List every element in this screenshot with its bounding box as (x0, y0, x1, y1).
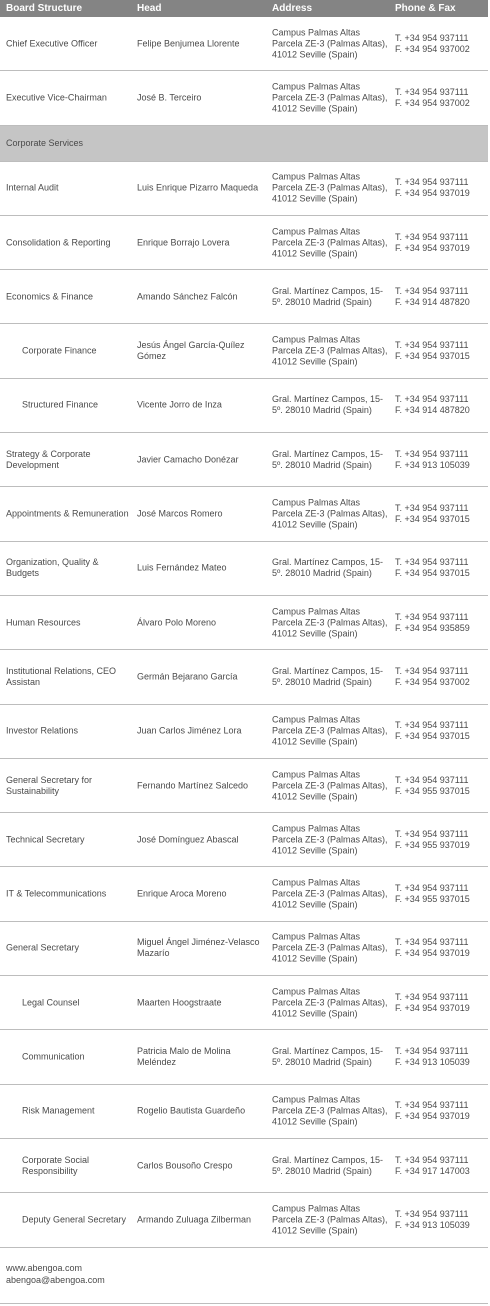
head-name: Rogelio Bautista Guardeño (137, 1105, 246, 1116)
address-text: Campus Palmas Altas Parcela ZE-3 (Palmas Altas), 41012 Seville (Spain) (272, 714, 388, 747)
phone-number: T. +34 954 937111 (395, 86, 469, 97)
phone-fax (395, 33, 487, 55)
head-name: Fernando Martínez Salcedo (137, 780, 249, 790)
address-text: Gral. Martínez Campos, 15-5º. 28010 Madrid (Spain) (272, 665, 384, 687)
address-text: Campus Palmas Altas Parcela ZE-3 (Palmas Altas), 41012 Seville (Spain) (272, 877, 388, 910)
phone-number: T. +34 954 937111 (395, 177, 469, 188)
footer-divider (0, 1303, 488, 1304)
department-name: Economics & Finance (6, 291, 94, 302)
department-name: Structured Finance (22, 399, 99, 410)
phone-fax (395, 829, 487, 851)
table-row (0, 433, 488, 487)
address-text: Campus Palmas Altas Parcela ZE-3 (Palmas Altas), 41012 Seville (Spain) (272, 226, 388, 259)
fax-number: F. +34 954 935859 (395, 622, 470, 633)
department-name: General Secretary for Sustainability (6, 774, 93, 796)
phone-fax (395, 340, 487, 362)
phone-fax (395, 720, 487, 742)
department-name: Institutional Relations, CEO Assistan (6, 665, 117, 687)
address-text: Gral. Martínez Campos, 15-5º. 28010 Madrid (Spain) (272, 557, 384, 579)
address-text: Campus Palmas Altas Parcela ZE-3 (Palmas Altas), 41012 Seville (Spain) (272, 81, 388, 114)
table-row (0, 216, 488, 270)
phone-number: T. +34 954 937111 (395, 883, 469, 894)
phone-fax (395, 883, 487, 905)
department-name: Chief Executive Officer (6, 38, 98, 49)
department-name: Executive Vice-Chairman (6, 92, 107, 103)
department-name: Risk Management (22, 1105, 95, 1116)
fax-number: F. +34 954 937019 (395, 948, 470, 959)
fax-number: F. +34 955 937015 (395, 785, 470, 796)
phone-number: T. +34 954 937111 (395, 828, 469, 839)
department-name: Communication (22, 1051, 85, 1062)
phone-fax (395, 1100, 487, 1122)
table-row (0, 379, 488, 433)
phone-fax (395, 1155, 487, 1177)
department-name: Organization, Quality & Budgets (6, 557, 99, 579)
head-name: Maarten Hoogstraate (137, 997, 222, 1008)
phone-fax (395, 666, 487, 688)
head-name: Javier Camacho Donézar (137, 454, 239, 465)
fax-number: F. +34 954 937015 (395, 514, 470, 525)
phone-number: T. +34 954 937111 (395, 611, 469, 622)
phone-number: T. +34 954 937111 (395, 231, 469, 242)
directory-table (0, 17, 488, 1248)
phone-number: T. +34 954 937111 (395, 394, 469, 405)
department-name: IT & Telecommunications (6, 888, 107, 899)
phone-fax (395, 612, 487, 634)
table-row (0, 542, 488, 596)
phone-number: T. +34 954 937111 (395, 557, 469, 568)
table-row (0, 976, 488, 1030)
department-name: General Secretary (6, 942, 80, 953)
department-name: Corporate Social Responsibility (22, 1154, 90, 1176)
fax-number: F. +34 954 937002 (395, 676, 470, 687)
phone-fax (395, 937, 487, 959)
head-name: Enrique Aroca Moreno (137, 888, 227, 899)
table-row (0, 17, 488, 71)
address-text: Gral. Martínez Campos, 15-5º. 28010 Madrid (Spain) (272, 1045, 384, 1067)
address-text: Campus Palmas Altas Parcela ZE-3 (Palmas Altas), 41012 Seville (Spain) (272, 823, 388, 856)
header-phone-fax: Phone & Fax (395, 3, 456, 14)
phone-number: T. +34 954 937111 (395, 665, 469, 676)
phone-number: T. +34 954 937111 (395, 285, 469, 296)
fax-number: F. +34 914 487820 (395, 296, 470, 307)
department-name: Appointments & Remuneration (6, 508, 129, 519)
head-name: Vicente Jorro de Inza (137, 399, 222, 410)
head-name: Enrique Borrajo Lovera (137, 237, 230, 248)
address-text: Campus Palmas Altas Parcela ZE-3 (Palmas Altas), 41012 Seville (Spain) (272, 1094, 388, 1127)
department-name: Investor Relations (6, 725, 79, 736)
department-name: Technical Secretary (6, 834, 85, 845)
address-text: Gral. Martínez Campos, 15-5º. 28010 Madrid (Spain) (272, 1154, 384, 1176)
head-name: José Marcos Romero (137, 508, 223, 519)
header-head: Head (137, 3, 162, 14)
table-row (0, 813, 488, 867)
phone-number: T. +34 954 937111 (395, 1208, 469, 1219)
footer (6, 1262, 105, 1286)
table-row (0, 759, 488, 813)
table-header (0, 0, 488, 17)
table-row (0, 71, 488, 125)
phone-fax (395, 177, 487, 199)
address-text: Campus Palmas Altas Parcela ZE-3 (Palmas Altas), 41012 Seville (Spain) (272, 497, 388, 530)
phone-fax (395, 232, 487, 254)
fax-number: F. +34 954 937015 (395, 731, 470, 742)
address-text: Campus Palmas Altas Parcela ZE-3 (Palmas Altas), 41012 Seville (Spain) (272, 986, 388, 1019)
fax-number: F. +34 954 937019 (395, 188, 470, 199)
head-name: José B. Terceiro (137, 92, 202, 103)
fax-number: F. +34 913 105039 (395, 1219, 470, 1230)
head-name: Armando Zuluaga Zilberman (137, 1214, 252, 1225)
address-text: Gral. Martínez Campos, 15-5º. 28010 Madrid (Spain) (272, 285, 384, 307)
head-name: Germán Bejarano García (137, 671, 238, 682)
phone-number: T. +34 954 937111 (395, 1100, 469, 1111)
phone-fax (395, 992, 487, 1014)
head-name: Álvaro Polo Moreno (137, 617, 217, 628)
address-text: Campus Palmas Altas Parcela ZE-3 (Palmas Altas), 41012 Seville (Spain) (272, 931, 388, 964)
fax-number: F. +34 914 487820 (395, 405, 470, 416)
fax-number: F. +34 913 105039 (395, 1056, 470, 1067)
phone-fax (395, 503, 487, 525)
table-row (0, 922, 488, 976)
fax-number: F. +34 954 937002 (395, 97, 470, 108)
phone-number: T. +34 954 937111 (395, 503, 469, 514)
phone-fax (395, 557, 487, 579)
table-row (0, 487, 488, 541)
head-name: Felipe Benjumea Llorente (137, 38, 240, 49)
department-name: Human Resources (6, 617, 81, 628)
fax-number: F. +34 917 147003 (395, 1165, 470, 1176)
section-title: Corporate Services (6, 137, 84, 148)
table-row (0, 867, 488, 921)
section-header (0, 126, 488, 162)
phone-number: T. +34 954 937111 (395, 991, 469, 1002)
department-name: Legal Counsel (22, 997, 80, 1008)
address-text: Gral. Martínez Campos, 15-5º. 28010 Madrid (Spain) (272, 394, 384, 416)
phone-fax (395, 394, 487, 416)
fax-number: F. +34 913 105039 (395, 459, 470, 470)
phone-fax (395, 87, 487, 109)
phone-fax (395, 1046, 487, 1068)
table-row (0, 596, 488, 650)
address-text: Campus Palmas Altas Parcela ZE-3 (Palmas Altas), 41012 Seville (Spain) (272, 27, 388, 60)
phone-number: T. +34 954 937111 (395, 1154, 469, 1165)
department-name: Strategy & Corporate Development (6, 448, 91, 470)
website-link[interactable]: www.abengoa.com (6, 1263, 83, 1273)
fax-number: F. +34 954 937015 (395, 568, 470, 579)
phone-fax (395, 1209, 487, 1231)
head-name: Carlos Bousoño Crespo (137, 1160, 233, 1171)
fax-number: F. +34 954 937019 (395, 242, 470, 253)
head-name: Amando Sánchez Falcón (137, 291, 238, 302)
phone-number: T. +34 954 937111 (395, 720, 469, 731)
address-text: Campus Palmas Altas Parcela ZE-3 (Palmas Altas), 41012 Seville (Spain) (272, 606, 388, 639)
header-board-structure: Board Structure (6, 3, 83, 14)
head-name: Patricia Malo de Molina Meléndez (137, 1045, 231, 1067)
email-link[interactable]: abengoa@abengoa.com (6, 1275, 105, 1285)
head-name: Juan Carlos Jiménez Lora (137, 725, 242, 736)
table-row (0, 705, 488, 759)
department-name: Corporate Finance (22, 345, 97, 356)
phone-number: T. +34 954 937111 (395, 937, 469, 948)
fax-number: F. +34 954 937019 (395, 1002, 470, 1013)
department-name: Deputy General Secretary (22, 1214, 127, 1225)
table-row (0, 162, 488, 216)
address-text: Campus Palmas Altas Parcela ZE-3 (Palmas Altas), 41012 Seville (Spain) (272, 1203, 388, 1236)
phone-fax (395, 775, 487, 797)
fax-number: F. +34 955 937015 (395, 894, 470, 905)
phone-fax (395, 449, 487, 471)
fax-number: F. +34 955 937019 (395, 839, 470, 850)
table-row (0, 270, 488, 324)
header-address: Address (272, 3, 313, 14)
table-row (0, 324, 488, 378)
department-name: Consolidation & Reporting (6, 237, 111, 248)
address-text: Campus Palmas Altas Parcela ZE-3 (Palmas Altas), 41012 Seville (Spain) (272, 171, 388, 204)
table-row (0, 1193, 488, 1247)
head-name: Miguel Ángel Jiménez-Velasco Mazarío (137, 937, 260, 959)
table-row (0, 1139, 488, 1193)
fax-number: F. +34 954 937019 (395, 1111, 470, 1122)
table-row (0, 1085, 488, 1139)
fax-number: F. +34 954 937015 (395, 351, 470, 362)
head-name: José Domínguez Abascal (137, 834, 239, 845)
address-text: Gral. Martínez Campos, 15-5º. 28010 Madrid (Spain) (272, 448, 384, 470)
table-row (0, 650, 488, 704)
phone-fax (395, 286, 487, 308)
phone-number: T. +34 954 937111 (395, 774, 469, 785)
department-name: Internal Audit (6, 182, 59, 193)
phone-number: T. +34 954 937111 (395, 1045, 469, 1056)
table-row (0, 1030, 488, 1084)
phone-number: T. +34 954 937111 (395, 340, 469, 351)
head-name: Luis Enrique Pizarro Maqueda (137, 182, 259, 193)
head-name: Luis Fernández Mateo (137, 562, 227, 573)
fax-number: F. +34 954 937002 (395, 43, 470, 54)
phone-number: T. +34 954 937111 (395, 32, 469, 43)
head-name: Jesús Ángel García-Quílez Gómez (137, 340, 245, 362)
phone-number: T. +34 954 937111 (395, 448, 469, 459)
address-text: Campus Palmas Altas Parcela ZE-3 (Palmas Altas), 41012 Seville (Spain) (272, 769, 388, 801)
address-text: Campus Palmas Altas Parcela ZE-3 (Palmas Altas), 41012 Seville (Spain) (272, 334, 388, 367)
